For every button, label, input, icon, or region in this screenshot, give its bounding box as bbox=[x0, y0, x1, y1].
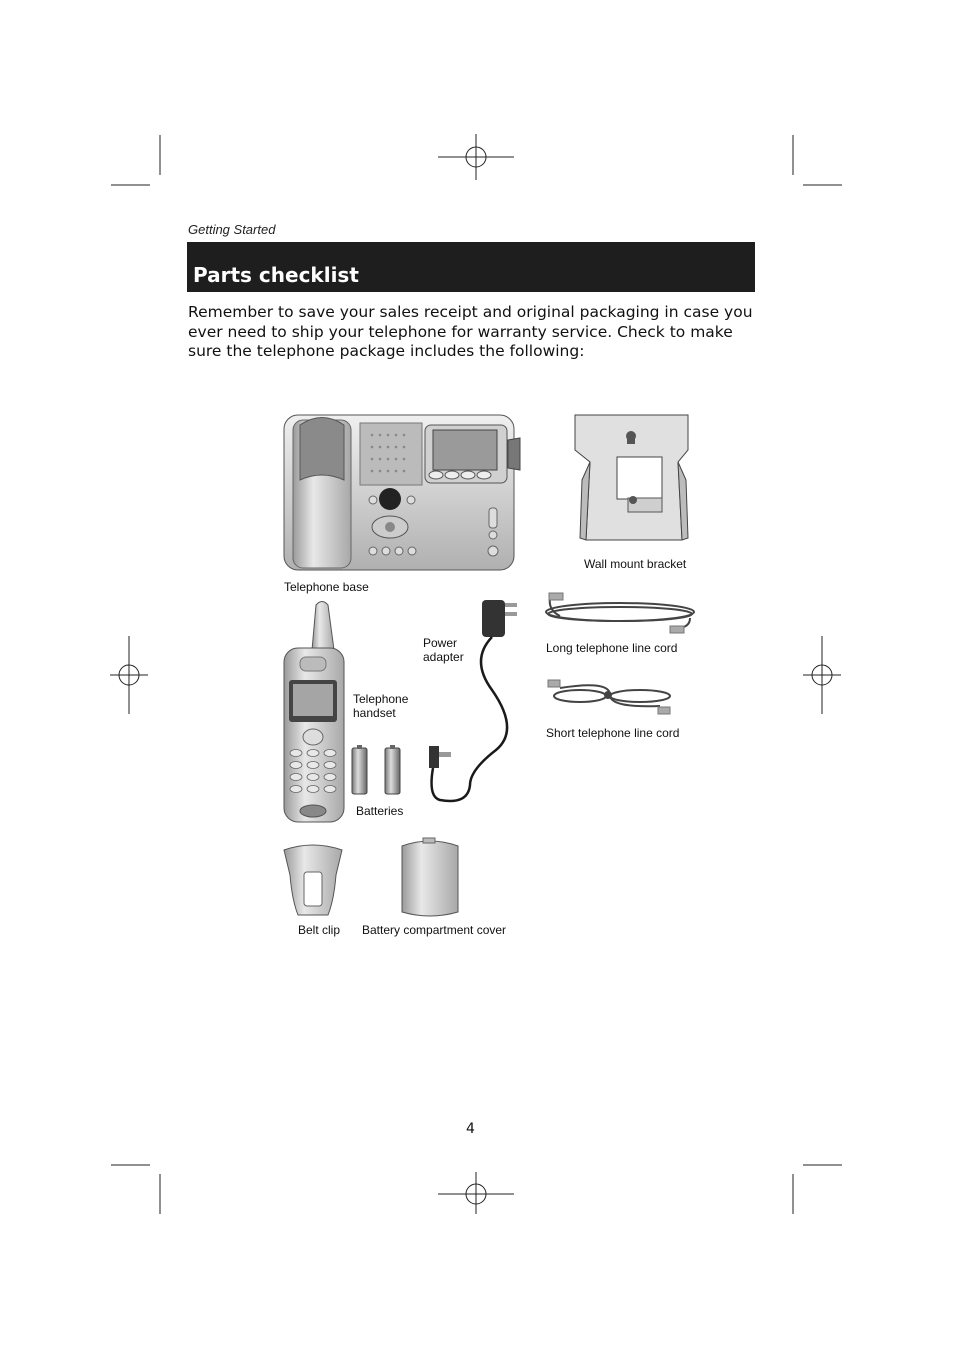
long-cord-plug-left bbox=[549, 593, 563, 600]
batteries-image bbox=[352, 745, 400, 794]
power-adapter-image bbox=[429, 600, 517, 801]
short-cord-plug-right bbox=[658, 707, 670, 714]
label-power-adapter-line1: Power bbox=[423, 636, 458, 650]
page-title: Parts checklist bbox=[193, 263, 359, 287]
page-number: 4 bbox=[466, 1121, 475, 1137]
telephone-handset-image bbox=[284, 602, 344, 823]
telephone-base-image bbox=[284, 415, 520, 570]
intro-paragraph: Remember to save your sales receipt and original packaging in case you ever need to ship your telephone for warranty service. Check to make sure the telephone package includes the following: bbox=[188, 303, 753, 360]
long-cord-image bbox=[546, 598, 694, 628]
label-battery-cover: Battery compartment cover bbox=[362, 923, 507, 937]
label-telephone-base: Telephone base bbox=[284, 580, 369, 594]
section-header: Getting Started bbox=[188, 222, 276, 237]
label-short-cord: Short telephone line cord bbox=[546, 726, 680, 740]
label-batteries: Batteries bbox=[356, 804, 404, 818]
wall-mount-bracket-image bbox=[575, 415, 688, 540]
label-power-adapter-line2: adapter bbox=[423, 650, 464, 664]
label-wall-mount-bracket: Wall mount bracket bbox=[584, 557, 687, 571]
label-handset-line1: Telephone bbox=[353, 692, 409, 706]
label-handset-line2: handset bbox=[353, 706, 396, 720]
short-cord-plug-left bbox=[548, 680, 560, 687]
battery-cover-image bbox=[402, 838, 458, 916]
belt-clip-image bbox=[284, 845, 342, 915]
short-cord-image bbox=[554, 685, 670, 706]
label-long-cord: Long telephone line cord bbox=[546, 641, 678, 655]
label-belt-clip: Belt clip bbox=[298, 923, 341, 937]
long-cord-plug-right bbox=[670, 626, 684, 633]
